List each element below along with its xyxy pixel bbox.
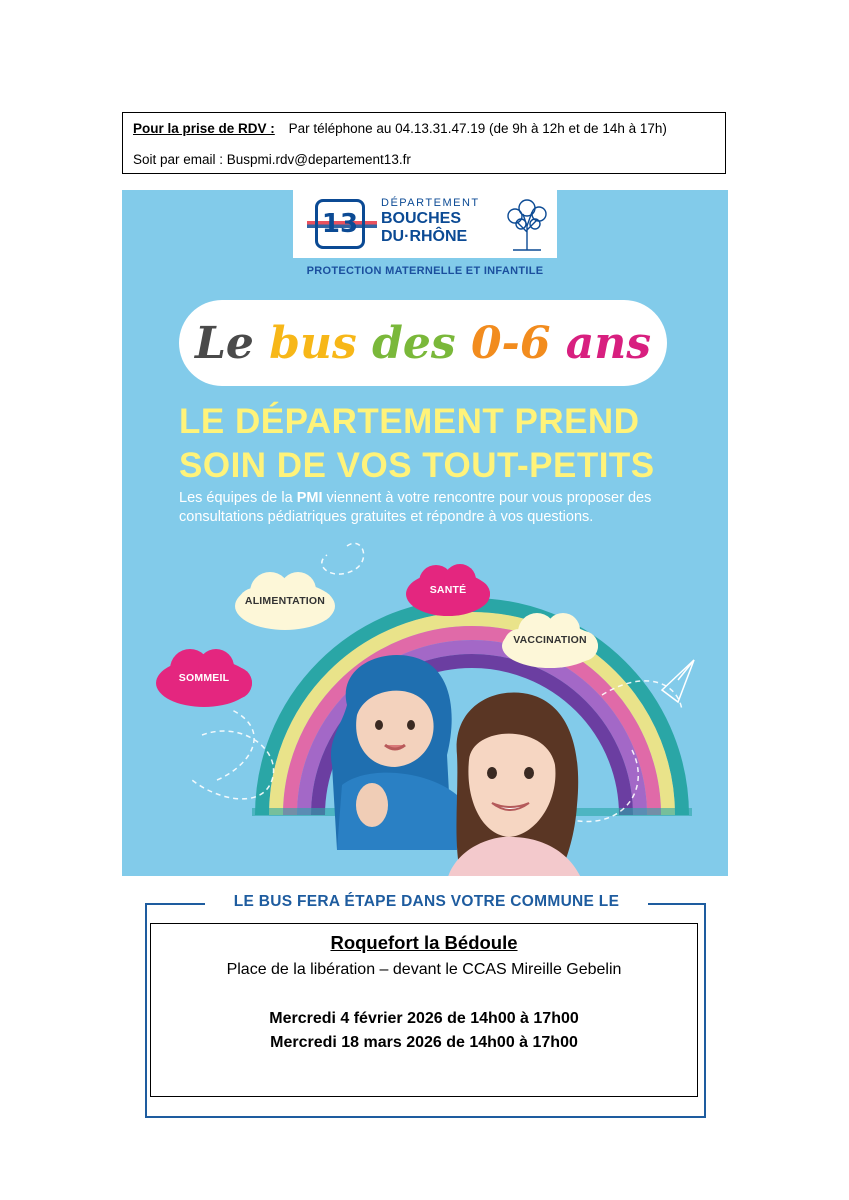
headline-line2: SOIN DE VOS TOUT-PETITS — [179, 446, 655, 485]
cloud-alimentation-label: ALIMENTATION — [244, 595, 326, 607]
title-word: Le — [194, 317, 254, 369]
title-words — [195, 318, 651, 369]
logo-13-badge: 13 — [315, 199, 365, 249]
intro-text-end: viennent à votre rencontre pour vous proposer des consultations pédiatriques gratuites et répondre à vos questions. — [179, 490, 652, 525]
stop-frame-top-right — [648, 903, 706, 905]
phone-text: Par téléphone au 04.13.31.47.19 (de 9h à 12h et de 14h à 17h) — [288, 121, 667, 136]
stop-place: Place de la libération – devant le CCAS Mireille Gebelin — [226, 961, 622, 978]
logo-department-label: DÉPARTEMENT — [381, 197, 480, 209]
cloud-vaccination-label: VACCINATION — [513, 634, 587, 646]
stop-date-2: Mercredi 18 mars 2026 de 14h00 à 17h00 — [270, 1034, 578, 1051]
intro-pmi: PMI — [296, 490, 323, 506]
cloud-sommeil-label: SOMMEIL — [178, 672, 230, 684]
cloud-sante-label: SANTÉ — [429, 584, 467, 596]
headline-line1: LE DÉPARTEMENT PREND — [179, 402, 640, 441]
cloud-vaccination — [497, 608, 603, 672]
logo-name-line1: BOUCHES — [381, 210, 462, 227]
stop-heading: LE BUS FERA ÉTAPE DANS VOTRE COMMUNE LE — [233, 893, 620, 910]
logo-name — [381, 210, 467, 246]
intro-text — [179, 489, 679, 526]
cloud-alimentation — [230, 568, 340, 634]
cloud-sommeil — [152, 645, 256, 711]
stop-details-box — [150, 923, 698, 1097]
stop-city: Roquefort la Bédoule — [330, 932, 518, 953]
headline — [179, 400, 655, 488]
paper-plane-icon — [662, 660, 694, 702]
poster-title — [179, 300, 667, 386]
appointment-label: Pour la prise de RDV : — [133, 121, 275, 136]
title-word: ans — [565, 317, 652, 369]
phone-line — [133, 121, 667, 136]
tree-icon — [503, 196, 551, 252]
poster-image — [122, 190, 728, 876]
email-text: Soit par email : Buspmi.rdv@departement13.fr — [133, 152, 411, 167]
stop-date-1: Mercredi 4 février 2026 de 14h00 à 17h00 — [269, 1010, 579, 1027]
cloud-sante — [402, 560, 494, 620]
girl-photo — [437, 685, 587, 876]
title-word: des — [372, 317, 456, 369]
intro-text-start: Les équipes de la — [179, 490, 297, 506]
title-word: 0-6 — [470, 317, 551, 369]
department-logo — [293, 190, 557, 258]
title-word: bus — [269, 317, 357, 369]
appointment-info-box — [122, 112, 726, 174]
stop-frame-top-left — [145, 903, 205, 905]
logo-name-line2: DU·RHÔNE — [381, 228, 468, 245]
pmi-subtitle: PROTECTION MATERNELLE ET INFANTILE — [306, 265, 544, 277]
